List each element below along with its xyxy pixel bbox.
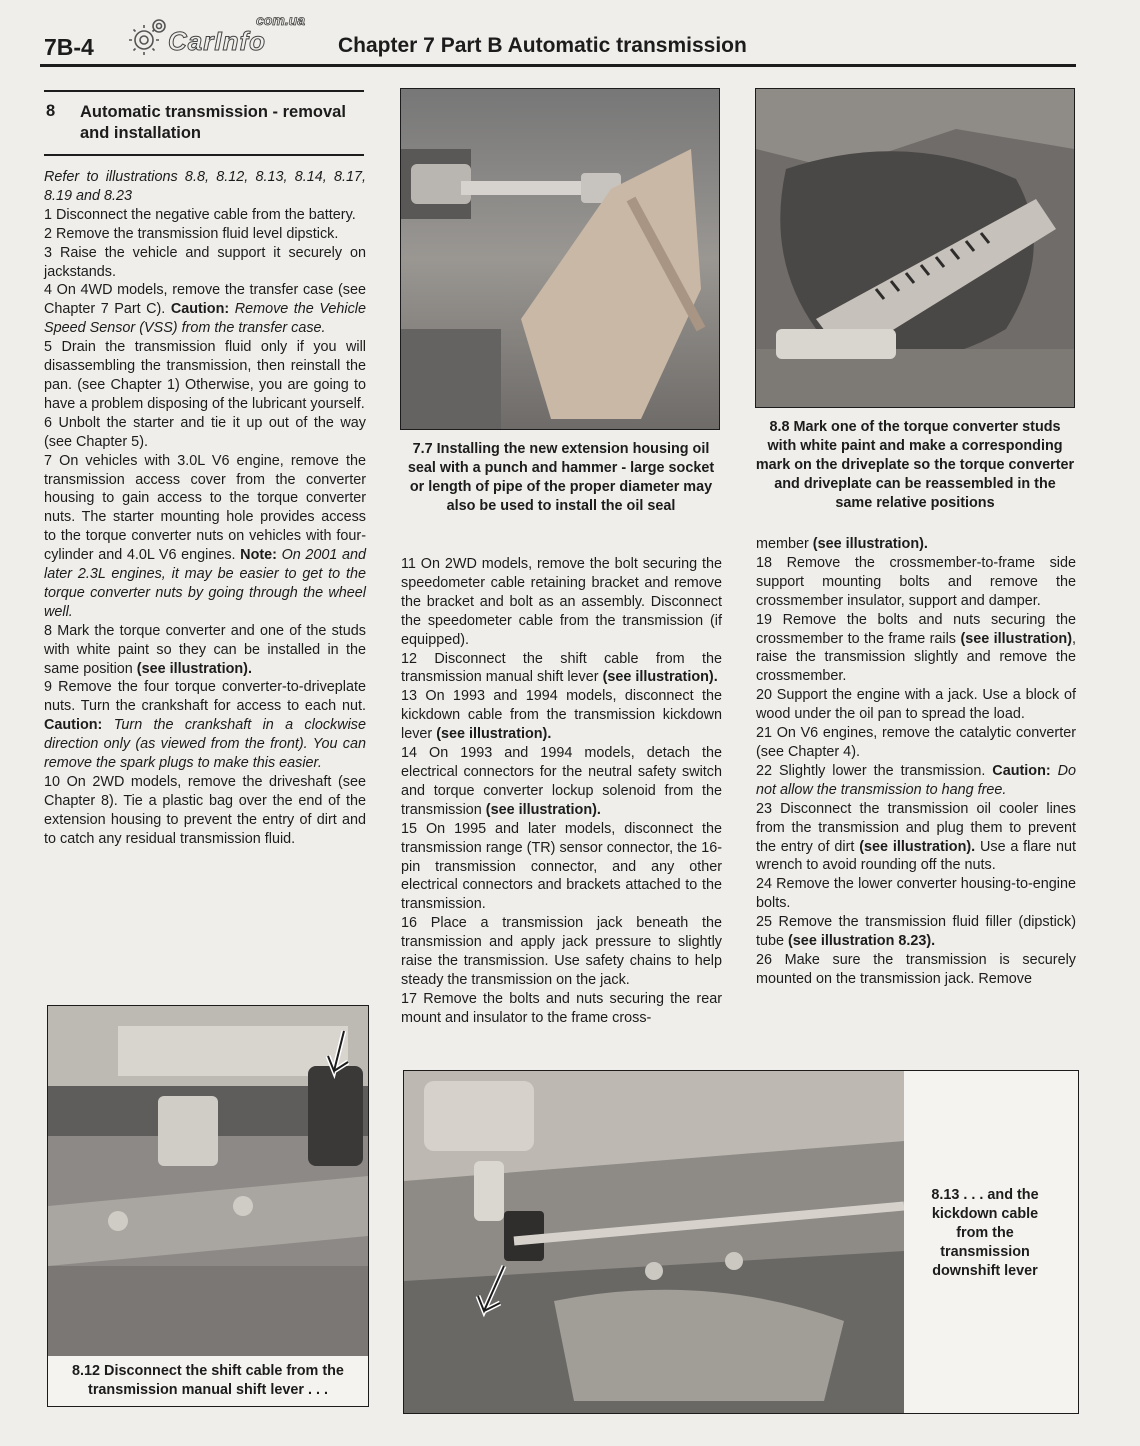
section-number: 8 — [46, 102, 56, 120]
step-4: 4 On 4WD models, remove the transfer case (see Chapter 7 Part C). Caution: Remove the Vehicle Speed Sensor (VSS) from the transfer case. — [44, 282, 366, 337]
step-11: 11 On 2WD models, remove the bolt securing the speedometer cable retaining bracket and remove the bracket and bolt as an assembly. Disconnect the speedometer cable from the transmission (if equipped). — [401, 556, 722, 648]
logo-text: CarInfo — [168, 26, 266, 56]
step-5: 5 Drain the transmission fluid only if you will disassembling the transmission, then reinstall the pan. (see Chapter 1) Otherwise, you are going to have a problem disposing of the lubricant yourself. — [44, 339, 366, 412]
header-rule — [40, 64, 1076, 67]
step-14: 14 On 1993 and 1994 models, detach the electrical connectors for the neutral safety switch and torque converter lockup solenoid from the transmission (see illustration). — [401, 745, 722, 818]
step-17-cont: member (see illustration). — [756, 536, 928, 552]
column-3 — [756, 535, 1076, 989]
figure-7-7-caption: 7.7 Installing the new extension housing oil seal with a punch and hammer - large socket or length of pipe of the proper diameter may also be used to install the oil seal — [407, 441, 715, 514]
section-heading — [44, 90, 364, 156]
step-17: 17 Remove the bolts and nuts securing the rear mount and insulator to the frame cross- — [401, 990, 722, 1026]
step-10: 10 On 2WD models, remove the driveshaft (see Chapter 8). Tie a plastic bag over the end of the extension housing to prevent the entry of dirt and to catch any residual transmission fluid. — [44, 774, 366, 847]
figure-8-8-caption: 8.8 Mark one of the torque converter studs with white paint and make a corresponding mark on the driveplate so the torque converter and driveplate can be reassembled in the same relative positions — [755, 419, 1075, 511]
step-13: 13 On 1993 and 1994 models, disconnect the kickdown cable from the transmission kickdown lever (see illustration). — [401, 688, 722, 743]
figure-8-12-caption: 8.12 Disconnect the shift cable from the transmission manual shift lever . . . — [72, 1363, 344, 1398]
step-26: 26 Make sure the transmission is securely mounted on the transmission jack. Remove — [756, 951, 1076, 987]
refer-illustrations: Refer to illustrations 8.8, 8.12, 8.13, 8.14, 8.17, 8.19 and 8.23 — [44, 169, 366, 204]
step-8: 8 Mark the torque converter and one of the studs with white paint so they can be installed in the same position (see illustration). — [44, 622, 366, 677]
section-title: Automatic transmission - removal and installation — [80, 103, 346, 142]
figure-8-12-photo — [47, 1005, 369, 1407]
step-25: 25 Remove the transmission fluid filler (dipstick) tube (see illustration 8.23). — [756, 914, 1076, 950]
step-22: 22 Slightly lower the transmission. Caution: Do not allow the transmission to hang free. — [756, 762, 1077, 798]
step-19: 19 Remove the bolts and nuts securing the crossmember to the frame rails (see illustration), raise the transmission slightly and remove the crossmember. — [756, 611, 1077, 685]
figure-8-8-photo — [755, 88, 1075, 408]
step-2: 2 Remove the transmission fluid level dipstick. — [44, 225, 339, 242]
figure-7-7-photo — [400, 88, 720, 430]
step-6: 6 Unbolt the starter and tie it up out of the way (see Chapter 5). — [44, 414, 366, 450]
step-16: 16 Place a transmission jack beneath the transmission and apply jack pressure to slightly raise the transmission. Use safety chains to help steady the transmission on the jack. — [401, 915, 722, 988]
step-7: 7 On vehicles with 3.0L V6 engine, remove the transmission access cover from the converter housing to gain access to the torque converter nuts. The starter mounting hole provides access to the torque converter nuts on vehicles with four-cylinder and 4.0L V6 engines. Note: On 2001 and later 2.3L engines, it may be easier to get to the torque converter nuts by going through the wheel well. — [44, 452, 367, 620]
column-2 — [401, 555, 722, 1028]
step-3: 3 Raise the vehicle and support it securely on jackstands. — [44, 244, 366, 280]
step-23: 23 Disconnect the transmission oil cooler lines from the transmission and plug them to prevent the entry of dirt (see illustration). Use a flare nut wrench to avoid rounding off the nuts. — [756, 800, 1076, 874]
page-number: 7B-4 — [44, 34, 94, 60]
step-20: 20 Support the engine with a jack. Use a block of wood under the oil pan to spread the load. — [756, 687, 1076, 723]
site-logo — [128, 10, 328, 58]
chapter-title: Chapter 7 Part B Automatic transmission — [338, 34, 747, 57]
figure-8-13-caption: 8.13 . . . and the kickdown cable from the transmission downshift lever — [931, 1187, 1039, 1279]
step-24: 24 Remove the lower converter housing-to-engine bolts. — [756, 876, 1076, 912]
column-1 — [44, 168, 366, 849]
logo-domain: com.ua — [256, 12, 306, 28]
step-9: 9 Remove the four torque converter-to-driveplate nuts. Turn the crankshaft for access to each nut. Caution: Turn the crankshaft in a clockwise direction only (as viewed from the front). You can remove the spark plugs to make this easier. — [44, 679, 366, 772]
step-18: 18 Remove the crossmember-to-frame side support mounting bolts and remove the crossmember insulator, support and damper. — [756, 554, 1076, 609]
step-12: 12 Disconnect the shift cable from the transmission manual shift lever (see illustration). — [401, 650, 722, 686]
step-21: 21 On V6 engines, remove the catalytic converter (see Chapter 4). — [756, 725, 1076, 760]
step-15: 15 On 1995 and later models, disconnect the transmission range (TR) sensor connector, the 16-pin transmission connector, and any other electrical connectors and brackets attached to the transmission. — [401, 820, 722, 913]
step-1: 1 Disconnect the negative cable from the battery. — [44, 206, 356, 223]
gear-icon — [128, 16, 170, 58]
